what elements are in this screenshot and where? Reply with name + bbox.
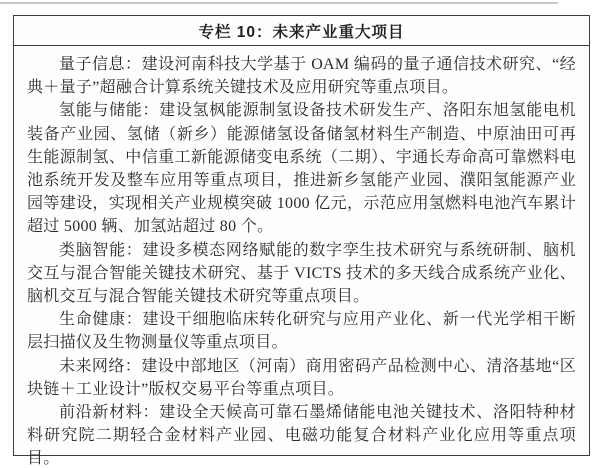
box-paragraph [27,239,576,309]
paragraph-label: 氢能与储能： [59,102,160,120]
paragraph-text: 建设多模态网络赋能的数字孪生技术研究与系统研制、脑机交互与混合智能关键技术研究、基于 VICTS 技术的多天线合成系统产业化、脑机交互与混合智能关键技术研究等重点项目。 [27,241,576,306]
paragraph-text: 建设全天候高可靠石墨烯储能电池关键技术、洛阳特种材料研究院二期轻合金材料产业园、电磁功能复合材料产业化应用等重点项目。 [27,404,576,468]
box-paragraph [27,308,576,354]
paragraph-text: 建设干细胞临床转化研究与应用产业化、新一代光学相干断层扫描仪及生物测量仪等重点项目。 [27,311,576,352]
box-title: 专栏 10：未来产业重大项目 [198,23,405,41]
paragraph-text: 建设氢枫能源制氢设备技术研发生产、洛阳东旭氢能电机装备产业园、氢储（新乡）能源储氢设备储氢材料生产制造、中原油田可再生能源制氢、中信重工新能源储变电系统（二期）、宇通长寿命高可靠燃料电池系统开发及整车应用等重点项目，推进新乡氢能产业园、濮阳氢能源产业园等建设，实现相关产业规模突破 1000 亿元，示范应用氢燃料电池汽车累计超过 5000 辆、加氢站超过 80 个。 [27,102,576,236]
box-title-row [14,16,589,46]
paragraph-label: 生命健康： [59,311,143,329]
page-top-rule [0,2,558,4]
box-paragraph [27,401,576,468]
paragraph-label: 未来网络： [59,357,142,375]
feature-box [13,15,590,468]
paragraph-text: 建设河南科技大学基于 OAM 编码的量子通信技术研究、“经典＋量子”超融合计算系统关键技术及应用研究等重点项目。 [27,56,576,97]
paragraph-label: 前沿新材料： [59,404,160,422]
paragraph-label: 类脑智能： [59,241,143,259]
box-paragraph [27,53,576,99]
paragraph-text: 建设中部地区（河南）商用密码产品检测中心、清洛基地“区块链＋工业设计”版权交易平台等重点项目。 [27,357,576,398]
box-paragraph [27,99,576,238]
box-paragraph [27,355,576,401]
box-body [14,46,589,468]
paragraph-label: 量子信息： [59,56,142,73]
